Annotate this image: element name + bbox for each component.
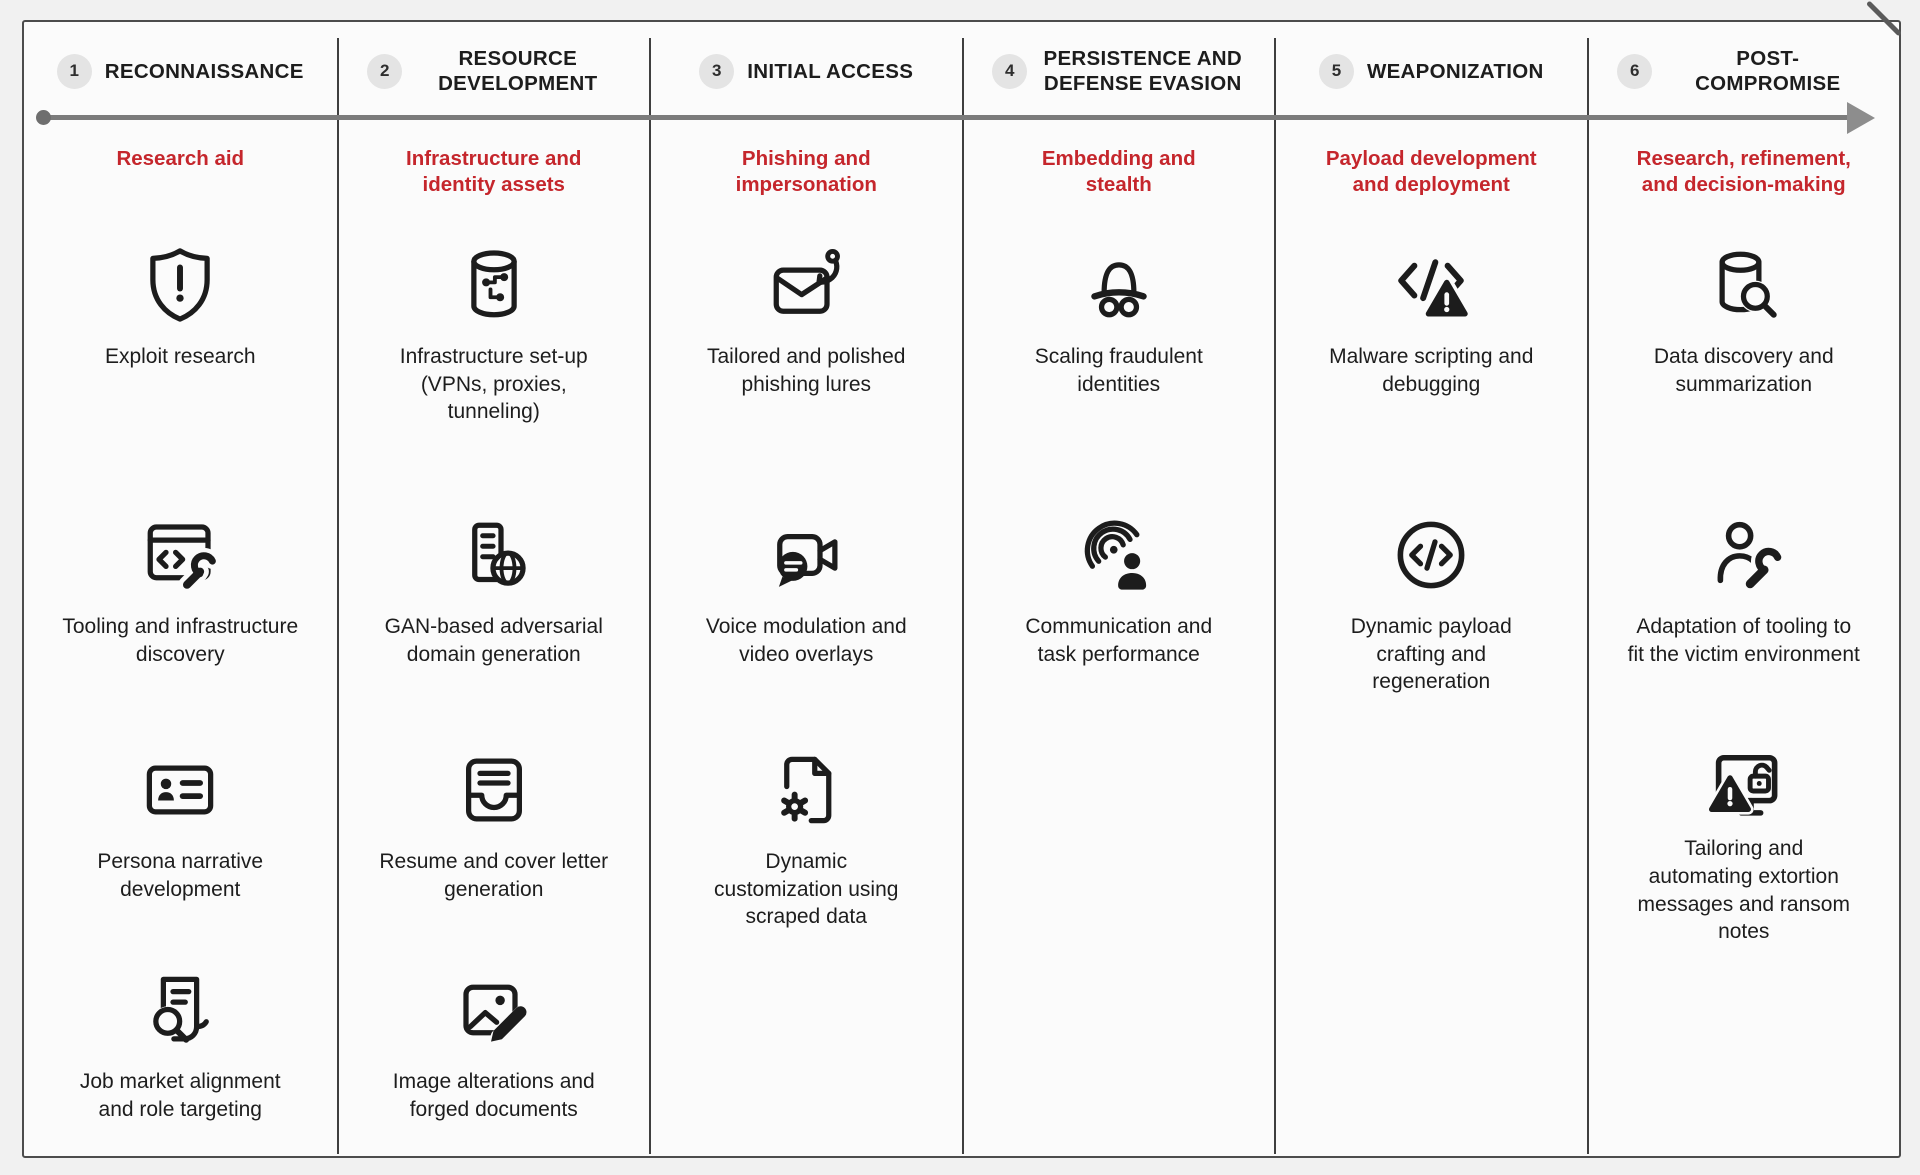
database-search-icon: [1702, 235, 1786, 335]
diagram-frame: [22, 20, 1901, 1158]
document-tray-icon: [452, 740, 536, 840]
capability-item: [24, 946, 337, 1141]
stage-header: [24, 38, 337, 104]
stage-number-badge: 1: [57, 54, 92, 89]
column-weaponization: [1274, 38, 1587, 1154]
code-warning-icon: [1389, 235, 1473, 335]
capability-label: Adaptation of tooling to fit the victim environment: [1627, 615, 1860, 666]
capability-item: [339, 221, 650, 491]
capability-item: [964, 221, 1275, 491]
stage-title: PERSISTENCE AND DEFENSE EVASION: [1043, 47, 1243, 95]
capability-item: [24, 726, 337, 946]
capability-label: Resume and cover letter generation: [379, 850, 609, 901]
capability-label: Dynamic payload crafting and regeneration: [1350, 615, 1512, 694]
capability-item: [24, 221, 337, 491]
stage-subtitle: Phishing and impersonation: [735, 147, 877, 196]
stage-number-badge: 2: [367, 54, 402, 89]
stage-subtitle: Payload development and deployment: [1325, 147, 1537, 196]
capability-item: [1589, 726, 1900, 946]
capability-label: Persona narrative development: [97, 850, 264, 901]
capability-label: Tailoring and automating extortion messages and ransom notes: [1637, 837, 1850, 944]
stage-number-badge: 3: [699, 54, 734, 89]
document-gear-icon: [764, 740, 848, 840]
capability-item: [1276, 491, 1587, 726]
capability-label: Image alterations and forged documents: [392, 1070, 595, 1121]
column-post-compromise: [1587, 38, 1900, 1154]
image-edit-icon: [452, 960, 536, 1060]
stage-number-badge: 5: [1319, 54, 1354, 89]
stage-number-badge: 6: [1617, 54, 1652, 89]
capability-item: [339, 946, 650, 1141]
capability-item: [339, 491, 650, 726]
stage-subtitle: Research aid: [116, 147, 245, 170]
timeline-arrowhead-icon: [1847, 102, 1875, 134]
timeline-start-dot: [36, 110, 51, 125]
stage-title: WEAPONIZATION: [1366, 59, 1544, 83]
capability-item: [1589, 221, 1900, 491]
capability-item: [339, 726, 650, 946]
column-resource-development: [337, 38, 650, 1154]
capability-item: [651, 726, 962, 946]
stage-title: INITIAL ACCESS: [747, 59, 914, 83]
capability-item: [1589, 491, 1900, 726]
capability-label: Scaling fraudulent identities: [1034, 345, 1203, 396]
incognito-icon: [1077, 235, 1161, 335]
stage-title: RECONNAISSANCE: [104, 59, 304, 83]
column-persistence-defense-evasion: [962, 38, 1275, 1154]
stage-subtitle: Research, refinement, and decision-making: [1636, 147, 1851, 196]
phishing-mail-icon: [764, 235, 848, 335]
signal-person-icon: [1077, 505, 1161, 605]
capability-label: Tooling and infrastructure discovery: [62, 615, 299, 666]
column-initial-access: [649, 38, 962, 1154]
capability-label: Communication and task performance: [1025, 615, 1213, 666]
stage-subtitle: Embedding and stealth: [1041, 147, 1196, 196]
capability-label: GAN-based adversarial domain generation: [384, 615, 603, 666]
contact-card-icon: [138, 740, 222, 840]
person-wrench-icon: [1702, 505, 1786, 605]
stage-title: RESOURCE DEVELOPMENT: [438, 47, 598, 95]
capability-label: Dynamic customization using scraped data: [714, 850, 899, 929]
code-window-wrench-icon: [138, 505, 222, 605]
stage-header: [964, 38, 1275, 104]
monitor-warning-lock-icon: [1702, 740, 1786, 827]
video-chat-icon: [764, 505, 848, 605]
database-network-icon: [452, 235, 536, 335]
capability-label: Voice modulation and video overlays: [705, 615, 907, 666]
capability-label: Data discovery and summarization: [1653, 345, 1834, 396]
shield-alert-icon: [138, 235, 222, 335]
capability-item: [1276, 221, 1587, 491]
stage-title: POST-COMPROMISE: [1695, 47, 1841, 95]
capability-label: Tailored and polished phishing lures: [707, 345, 906, 396]
capability-item: [964, 491, 1275, 726]
timeline-arrow: [40, 115, 1869, 120]
stage-header: [651, 38, 962, 104]
stage-subtitle: Infrastructure and identity assets: [406, 147, 582, 196]
capability-item: [24, 491, 337, 726]
document-search-icon: [138, 960, 222, 1060]
code-circle-icon: [1389, 505, 1473, 605]
corner-artifact: [1866, 0, 1902, 36]
capability-label: Malware scripting and debugging: [1329, 345, 1534, 396]
stage-header: [1276, 38, 1587, 104]
capability-item: [651, 491, 962, 726]
capability-label: Exploit research: [104, 345, 256, 368]
stage-header: [1589, 38, 1900, 104]
stage-columns: [24, 38, 1899, 1154]
stage-number-badge: 4: [992, 54, 1027, 89]
capability-item: [651, 221, 962, 491]
stage-header: [339, 38, 650, 104]
column-reconnaissance: [24, 38, 337, 1154]
server-globe-icon: [452, 505, 536, 605]
capability-label: Infrastructure set-up (VPNs, proxies, tunneling): [399, 345, 588, 424]
capability-label: Job market alignment and role targeting: [79, 1070, 281, 1121]
